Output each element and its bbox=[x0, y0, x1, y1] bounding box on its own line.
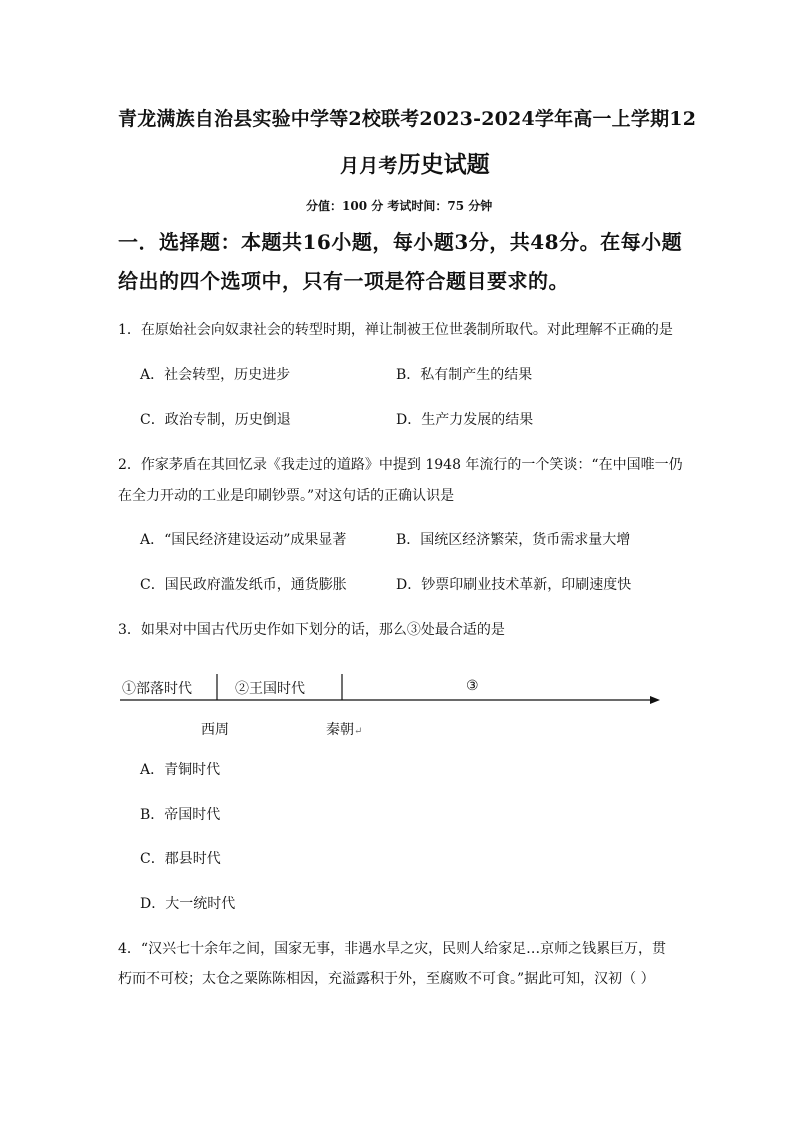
exam-subject-title: 历史试题 bbox=[397, 151, 490, 178]
question-1-option-c: C．政治专制，历史倒退 bbox=[140, 412, 291, 428]
question-3-stem: 3．如果对中国古代历史作如下划分的话，那么③处最合适的是 bbox=[118, 622, 505, 638]
timeline-segment-2: ②王国时代 bbox=[235, 681, 305, 697]
return-mark-icon: ↵ bbox=[354, 726, 363, 737]
timeline-segment-3: ③ bbox=[466, 678, 479, 694]
question-2-stem-line1: 2．作家茅盾在其回忆录《我走过的道路》中提到 1948 年流行的一个笑谈：“在中国唯一仍 bbox=[118, 457, 683, 473]
question-2-option-c: C．国民政府滥发纸币，通货膨胀 bbox=[140, 577, 347, 593]
timeline-tick-text-2: 秦朝 bbox=[326, 722, 354, 738]
exam-title-line2 bbox=[340, 146, 490, 179]
timeline-axis-graphic bbox=[112, 668, 672, 716]
question-1-stem: 1．在原始社会向奴隶社会的转型时期，禅让制被王位世袭制所取代。对此理解不正确的是 bbox=[118, 322, 673, 338]
exam-title-line1: 青龙满族自治县实验中学等2校联考2023-2024学年高一上学期12 bbox=[118, 108, 697, 130]
question-4-stem-line2: 朽而不可校；太仓之粟陈陈相因，充溢露积于外，至腐败不可食。”据此可知，汉初（ ） bbox=[118, 971, 655, 987]
question-2-stem-line2: 在全力开动的工业是印刷钞票。”对这句话的正确认识是 bbox=[118, 488, 455, 504]
timeline-segment-1: ①部落时代 bbox=[122, 681, 192, 697]
question-3-option-c: C．郡县时代 bbox=[140, 851, 221, 867]
question-4-stem-line1: 4．“汉兴七十余年之间，国家无事，非遇水旱之灾，民则人给家足…京师之钱累巨万，贯 bbox=[118, 941, 667, 957]
question-2-option-b: B．国统区经济繁荣，货币需求量大增 bbox=[396, 532, 631, 548]
question-3-option-b: B．帝国时代 bbox=[140, 807, 221, 823]
timeline-arrow-icon bbox=[650, 696, 660, 704]
question-2-option-d: D．钞票印刷业技术革新，印刷速度快 bbox=[396, 577, 632, 593]
section-heading-line2: 给出的四个选项中，只有一项是符合题目要求的。 bbox=[118, 269, 569, 293]
exam-title-prefix: 月月考 bbox=[340, 155, 398, 177]
question-1-option-b: B．私有制产生的结果 bbox=[396, 367, 533, 383]
question-1-option-a: A．社会转型，历史进步 bbox=[140, 367, 291, 383]
question-2-option-a: A．“国民经济建设运动”成果显著 bbox=[140, 532, 347, 548]
timeline-tick-label-2 bbox=[326, 719, 362, 739]
timeline-tick-label-1: 西周 bbox=[201, 722, 229, 738]
question-1-option-d: D．生产力发展的结果 bbox=[396, 412, 534, 428]
question-3-option-a: A．青铜时代 bbox=[140, 762, 221, 778]
question-3-option-d: D．大一统时代 bbox=[140, 896, 236, 912]
exam-meta: 分值：100 分 考试时间：75 分钟 bbox=[306, 199, 493, 213]
section-heading-line1: 一．选择题：本题共16小题，每小题3分，共48分。在每小题 bbox=[118, 230, 683, 254]
